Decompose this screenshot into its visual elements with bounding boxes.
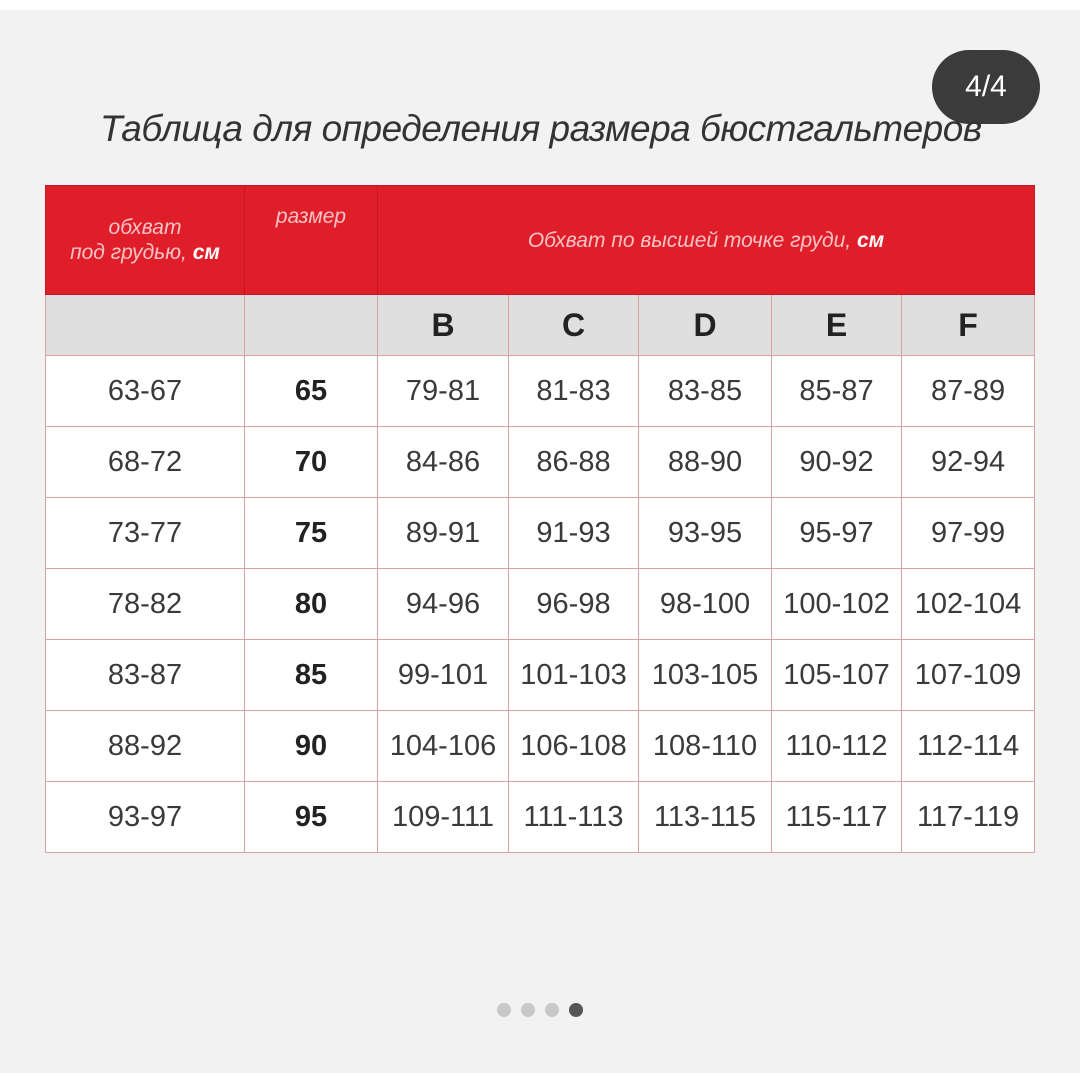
bust-cell: 104-106 — [378, 711, 509, 782]
bust-cell: 100-102 — [772, 569, 902, 640]
table-row — [46, 640, 1035, 711]
size-table — [45, 185, 1035, 853]
bust-cell: 115-117 — [772, 782, 902, 853]
carousel-dots — [497, 1003, 583, 1017]
carousel-dot[interactable] — [569, 1003, 583, 1017]
size-cell: 95 — [245, 782, 378, 853]
cup-letter: F — [902, 295, 1035, 356]
cup-letter: C — [509, 295, 639, 356]
header-bust-label: Обхват по высшей точке груди, — [527, 228, 852, 252]
table-row — [46, 711, 1035, 782]
header-underbust-unit: см — [192, 241, 220, 264]
bust-cell: 117-119 — [902, 782, 1035, 853]
cup-blank-cell — [46, 295, 245, 356]
bust-cell: 84-86 — [378, 427, 509, 498]
bust-cell: 83-85 — [639, 356, 772, 427]
bust-cell: 99-101 — [378, 640, 509, 711]
size-cell: 70 — [245, 427, 378, 498]
header-bust — [378, 186, 1035, 295]
bust-cell: 87-89 — [902, 356, 1035, 427]
size-cell: 75 — [245, 498, 378, 569]
size-cell: 90 — [245, 711, 378, 782]
bust-cell: 103-105 — [639, 640, 772, 711]
underbust-cell: 88-92 — [46, 711, 245, 782]
header-underbust-line1: обхват — [108, 216, 182, 239]
bust-cell: 101-103 — [509, 640, 639, 711]
header-size — [245, 186, 378, 295]
bust-cell: 106-108 — [509, 711, 639, 782]
underbust-cell: 78-82 — [46, 569, 245, 640]
size-cell: 80 — [245, 569, 378, 640]
bust-cell: 90-92 — [772, 427, 902, 498]
underbust-cell: 73-77 — [46, 498, 245, 569]
bust-cell: 86-88 — [509, 427, 639, 498]
size-cell: 85 — [245, 640, 378, 711]
table-row — [46, 569, 1035, 640]
carousel-dot[interactable] — [521, 1003, 535, 1017]
bust-cell: 98-100 — [639, 569, 772, 640]
bust-cell: 105-107 — [772, 640, 902, 711]
cup-blank-cell — [245, 295, 378, 356]
carousel-dot[interactable] — [497, 1003, 511, 1017]
bust-cell: 97-99 — [902, 498, 1035, 569]
table-row — [46, 356, 1035, 427]
bust-cell: 93-95 — [639, 498, 772, 569]
bust-cell: 112-114 — [902, 711, 1035, 782]
header-underbust — [46, 186, 245, 295]
cup-letter: E — [772, 295, 902, 356]
table-title: Таблица для определения размера бюстгальтеров — [100, 108, 982, 149]
underbust-cell: 63-67 — [46, 356, 245, 427]
cup-letter: D — [639, 295, 772, 356]
underbust-cell: 93-97 — [46, 782, 245, 853]
header-size-label: размер — [275, 205, 347, 228]
underbust-cell: 68-72 — [46, 427, 245, 498]
bust-cell: 107-109 — [902, 640, 1035, 711]
table-header-row — [46, 186, 1035, 295]
bust-cell: 109-111 — [378, 782, 509, 853]
bust-cell: 111-113 — [509, 782, 639, 853]
image-counter: 4/4 — [932, 50, 1040, 124]
bust-cell: 89-91 — [378, 498, 509, 569]
bust-cell: 113-115 — [639, 782, 772, 853]
header-underbust-line2: под грудью, — [70, 241, 187, 264]
table-row — [46, 782, 1035, 853]
bust-cell: 92-94 — [902, 427, 1035, 498]
bust-cell: 79-81 — [378, 356, 509, 427]
bust-cell: 110-112 — [772, 711, 902, 782]
underbust-cell: 83-87 — [46, 640, 245, 711]
bust-cell: 95-97 — [772, 498, 902, 569]
table-row — [46, 427, 1035, 498]
bust-cell: 88-90 — [639, 427, 772, 498]
header-bust-unit: см — [857, 228, 885, 252]
table-row — [46, 498, 1035, 569]
bust-cell: 91-93 — [509, 498, 639, 569]
cup-letter: B — [378, 295, 509, 356]
bust-cell: 102-104 — [902, 569, 1035, 640]
cup-letter-row — [46, 295, 1035, 356]
bust-cell: 85-87 — [772, 356, 902, 427]
image-viewer[interactable] — [0, 10, 1080, 1073]
size-cell: 65 — [245, 356, 378, 427]
bust-cell: 81-83 — [509, 356, 639, 427]
carousel-dot[interactable] — [545, 1003, 559, 1017]
top-strip — [0, 0, 1080, 10]
bust-cell: 108-110 — [639, 711, 772, 782]
bust-cell: 96-98 — [509, 569, 639, 640]
bust-cell: 94-96 — [378, 569, 509, 640]
